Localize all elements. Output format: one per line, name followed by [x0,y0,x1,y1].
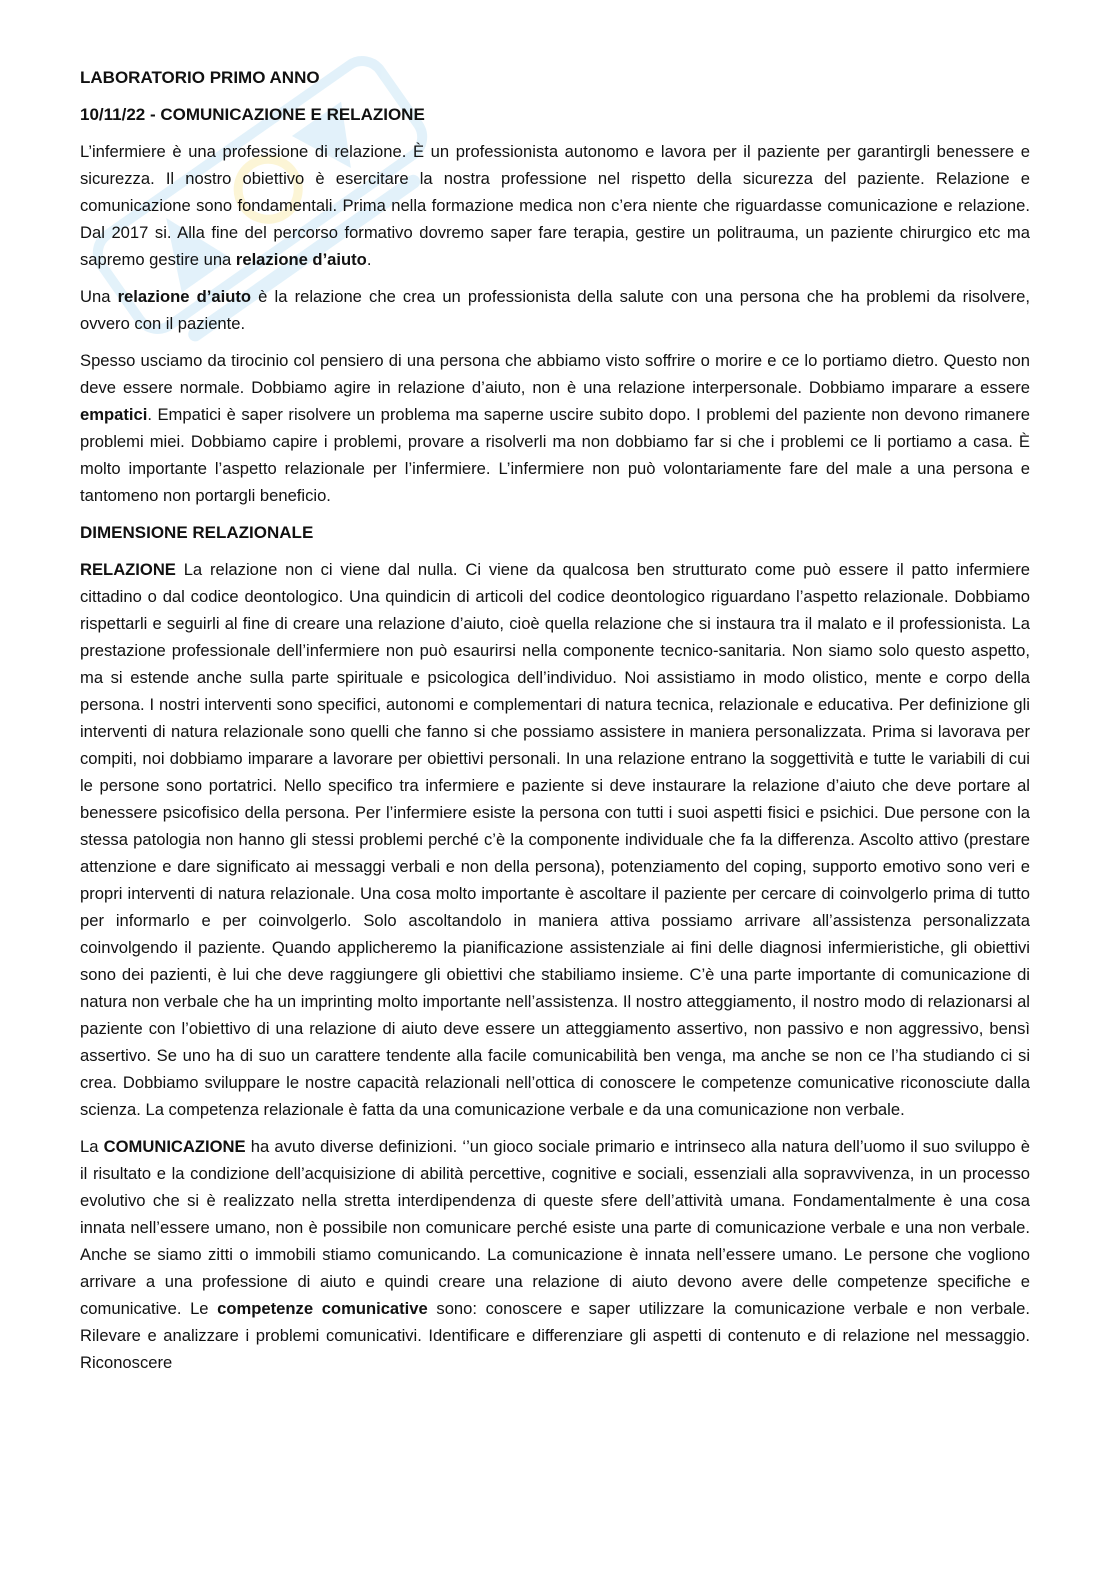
bold-term: RELAZIONE [80,560,176,579]
paragraph-relazione-aiuto: Una relazione d’aiuto è la relazione che crea un professionista della salute con una persona che ha problemi da risolvere, ovvero con il paziente. [80,287,1030,333]
bold-term: empatici [80,405,148,424]
bold-term: competenze comunicative [217,1299,428,1318]
bold-term: relazione d’aiuto [235,250,367,269]
paragraph-relazione: RELAZIONE La relazione non ci viene dal nulla. Ci viene da qualcosa ben strutturato come può essere il patto infermiere cittadino o dal codice deontologico. Una quindicin di articoli del codice deontologico riguardano l’aspetto relazionale. Dobbiamo rispettarli e seguirli al fine di creare una relazione d’aiuto, cioè quella relazione che si instaura tra il malato e il professionista. La prestazione professionale dell’infermiere non può esaurirsi nella componente tecnico-sanitaria. Non siamo solo questo aspetto, ma si estende anche sulla parte spirituale e psicologica dell’individuo. Noi assistiamo in modo olistico, mente e corpo della persona. I nostri interventi sono specifici, autonomi e complementari di natura tecnica, relazionale e educativa. Per definizione gli interventi di natura relazionale sono quelli che fanno si che possiamo assistere in maniera personalizzata. Prima si lavorava per compiti, noi dobbiamo imparare a lavorare per obiettivi personali. In una relazione entrano la soggettività e tutte le variabili di cui le persone sono portatrici. Nello specifico tra infermiere e paziente si deve instaurare la relazione d’aiuto che deve portare al benessere psicofisico della persona. Per l’infermiere esiste la persona con tutti i suoi aspetti fisici e psichici. Due persone con la stessa patologia non hanno gli stessi problemi perché c’è la componente individuale che fa la differenza. Ascolto attivo (prestare attenzione e dare significato ai messaggi verbali e non della persona), potenziamento del coping, supporto emotivo sono veri e propri interventi di natura relazionale. Una cosa molto importante è ascoltare il paziente per cercare di coinvolgerlo prima di tutto per informarlo e per coinvolgerlo. Solo ascoltandolo in maniera attiva possiamo arrivare all’assistenza personalizzata coinvolgendo il paziente. Quando applicheremo la pianificazione assistenziale ai fini delle diagnosi infermieristiche, gli obiettivi sono dei pazienti, è lui che deve raggiungere gli obiettivi che stabiliamo insieme. C’è una parte importante di comunicazione di natura non verbale che ha un imprinting molto importante nell’assistenza. Il nostro atteggiamento, il nostro modo di relazionarsi al paziente con l’obiettivo di una relazione di aiuto deve essere un atteggiamento assertivo, non passivo e non aggressivo, bensì assertivo. Se uno ha di suo un carattere tendente alla facile comunicabilità ben venga, ma anche se non ce l’ha studiando ci si crea. Dobbiamo sviluppare le nostre capacità relazionali nell’ottica di conoscere le competenze comunicative riconosciute dalla scienza. La competenza relazionale è fatta da una comunicazione verbale e da una comunicazione non verbale. [80,560,1030,1119]
paragraph-empatia: Spesso usciamo da tirocinio col pensiero di una persona che abbiamo visto soffrire o morire e ce lo portiamo dietro. Questo non deve essere normale. Dobbiamo agire in relazione d’aiuto, non è una relazione interpersonale. Dobbiamo imparare a essere empatici. Empatici è saper risolvere un problema ma saperne uscire subito dopo. I problemi del paziente non devono rimanere problemi miei. Dobbiamo capire i problemi, provare a risolverli ma non dobbiamo far si che i problemi ce li portiamo a casa. È molto importante l’aspetto relazionale per l’infermiere. L’infermiere non può volontariamente fare del male a una persona e tantomeno non portargli beneficio. [80,351,1030,505]
bold-term: COMUNICAZIONE [103,1137,246,1156]
section-heading: DIMENSIONE RELAZIONALE [80,523,314,542]
paragraph-intro: L’infermiere è una professione di relazione. È un professionista autonomo e lavora per il paziente per garantirgli benessere e sicurezza. Il nostro obiettivo è esercitare la nostra professione nel rispetto della sicurezza del paziente. Relazione e comunicazione sono fondamentali. Prima nella formazione medica non c’era niente che riguardasse comunicazione e relazione. Dal 2017 si. Alla fine del percorso formativo dovremo saper fare terapia, gestire un politrauma, un paziente chirurgico etc ma sapremo gestire una relazione d’aiuto. [80,142,1030,269]
document-title: LABORATORIO PRIMO ANNO [80,68,320,87]
document-page [80,64,1030,1376]
bold-term: relazione d’aiuto [117,287,252,306]
lecture-heading: 10/11/22 - COMUNICAZIONE E RELAZIONE [80,105,425,124]
paragraph-comunicazione: La COMUNICAZIONE ha avuto diverse definizioni. ‘’un gioco sociale primario e intrinseco alla natura dell’uomo il suo sviluppo è il risultato e la condizione dell’acquisizione di abilità percettive, cognitive e sociali, essenziali alla sopravvivenza, in un processo evolutivo che si è realizzato nella stretta interdipendenza di queste sfere dell’attività umana. Fondamentalmente è una cosa innata nell’essere umano, non è possibile non comunicare perché esiste una parte di comunicazione verbale e una non verbale. Anche se siamo zitti o immobili stiamo comunicando. La comunicazione è innata nell’essere umano. Le persone che vogliono arrivare a una professione di aiuto e quindi creare una relazione di aiuto devono avere delle competenze specifiche e comunicative. Le competenze comunicative sono: conoscere e saper utilizzare la comunicazione verbale e non verbale. Rilevare e analizzare i problemi comunicativi. Identificare e differenziare gli aspetti di contenuto e di relazione nel messaggio. Riconoscere [80,1137,1030,1372]
